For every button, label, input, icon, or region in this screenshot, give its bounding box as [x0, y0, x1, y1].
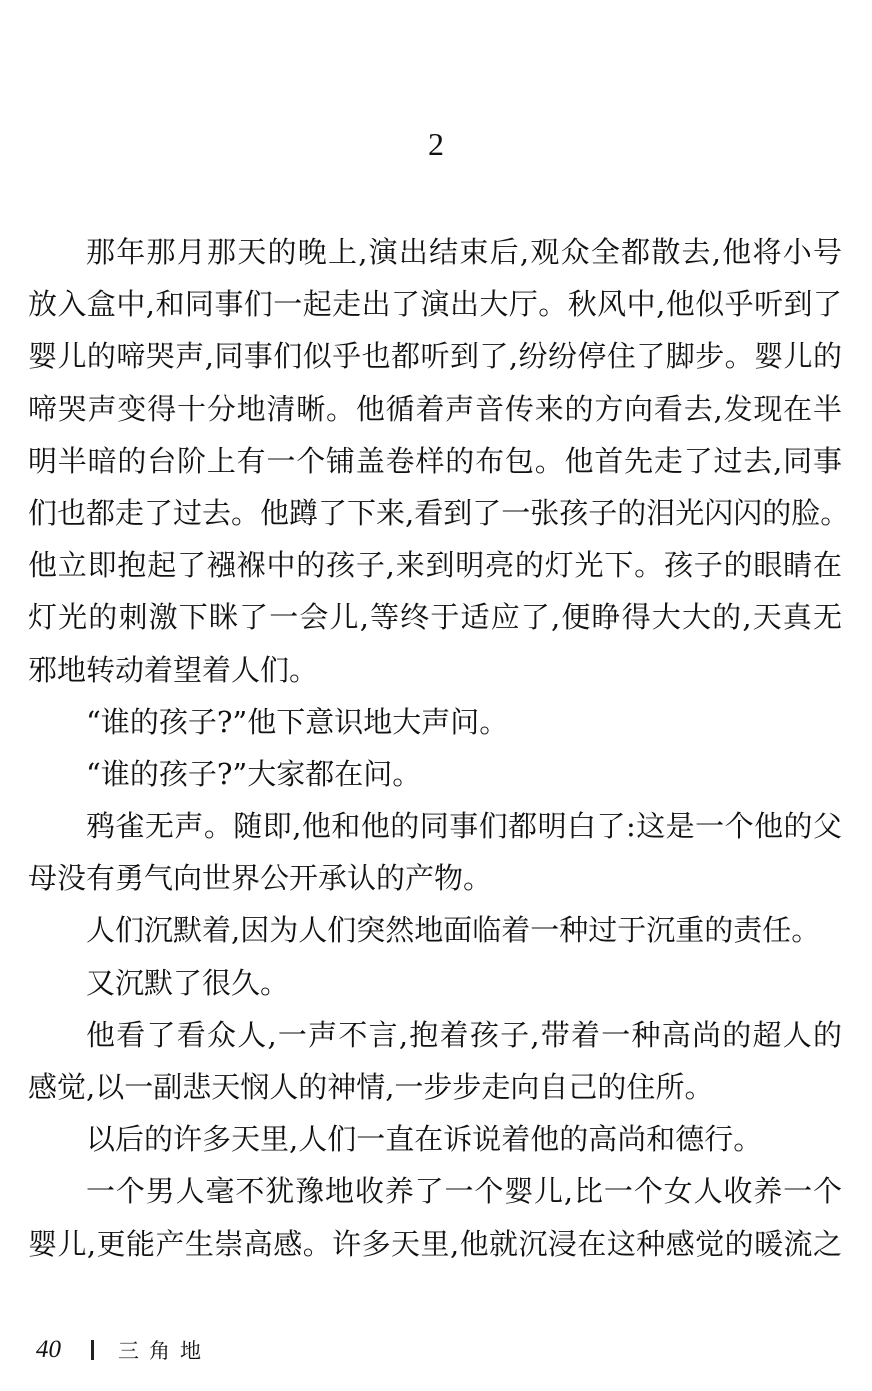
- text-line: 邪地转动着望着人们。: [28, 652, 319, 687]
- text-line: 放入盒中,和同事们一起走出了演出大厅。秋风中,他似乎听到了: [28, 287, 842, 322]
- text-line: 一个男人毫不犹豫地收养了一个婴儿,比一个女人收养一个: [86, 1174, 842, 1209]
- text-line: 们也都走了过去。他蹲了下来,看到了一张孩子的泪光闪闪的脸。: [28, 495, 850, 530]
- chapter-number: 2: [428, 126, 444, 162]
- text-line: 感觉,以一副悲天悯人的神情,一步步走向自己的住所。: [28, 1070, 714, 1104]
- paragraph: [28, 904, 842, 956]
- text-line: “谁的孩子?”大家都在问。: [86, 756, 422, 791]
- paragraph: [28, 957, 842, 1009]
- text-line: 以后的许多天里,人们一直在诉说着他的高尚和德行。: [86, 1122, 763, 1157]
- text-line: 啼哭声变得十分地清晰。他循着声音传来的方向看去,发现在半: [28, 391, 842, 426]
- text-line: 又沉默了很久。: [86, 965, 290, 1000]
- page-footer: [36, 1334, 211, 1366]
- footer-divider: [91, 1340, 94, 1360]
- text-line: 鸦雀无声。随即,他和他的同事们都明白了:这是一个他的父: [86, 809, 842, 844]
- paragraph: [28, 1009, 842, 1113]
- paragraph: [28, 1113, 842, 1165]
- text-line: 人们沉默着,因为人们突然地面临着一种过于沉重的责任。: [86, 913, 821, 948]
- paragraph: [28, 1165, 842, 1269]
- text-line: “谁的孩子?”他下意识地大声问。: [86, 704, 509, 739]
- body-text: [28, 226, 850, 1270]
- paragraph: [28, 800, 842, 904]
- text-line: 那年那月那天的晚上,演出结束后,观众全都散去,他将小号: [86, 235, 842, 269]
- paragraph: [28, 748, 842, 800]
- paragraph: [28, 696, 842, 748]
- text-line: 母没有勇气向世界公开承认的产物。: [28, 861, 493, 896]
- text-line: 他看了看众人,一声不言,抱着孩子,带着一种高尚的超人的: [86, 1017, 842, 1052]
- text-line: 他立即抱起了襁褓中的孩子,来到明亮的灯光下。孩子的眼睛在: [28, 548, 842, 583]
- text-line: 明半暗的台阶上有一个铺盖卷样的布包。他首先走了过去,同事: [28, 443, 842, 478]
- text-line: 婴儿,更能产生崇高感。许多天里,他就沉浸在这种感觉的暖流之: [28, 1226, 842, 1261]
- text-line: 灯光的刺激下眯了一会儿,等终于适应了,便睁得大大的,天真无: [28, 600, 842, 635]
- text-line: 婴儿的啼哭声,同事们似乎也都听到了,纷纷停住了脚步。婴儿的: [28, 339, 842, 374]
- page-number: 40: [36, 1336, 61, 1363]
- paragraph: [28, 226, 850, 696]
- book-title: 三角地: [118, 1339, 211, 1363]
